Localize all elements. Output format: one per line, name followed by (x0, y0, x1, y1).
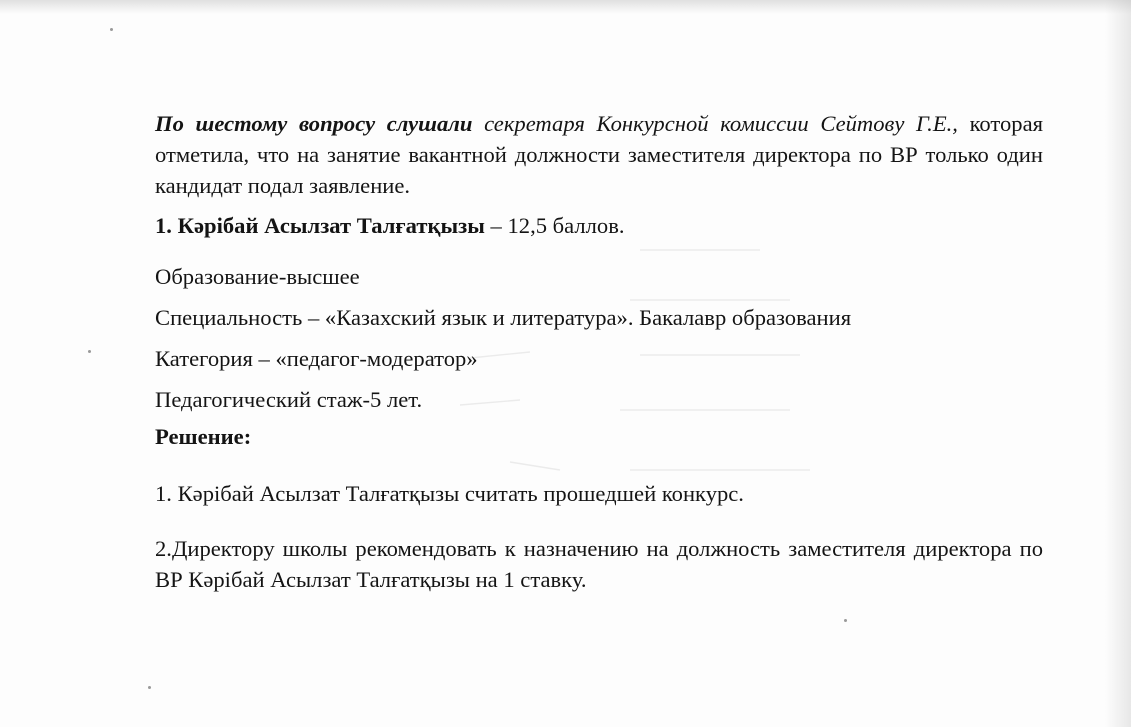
scan-speck (88, 350, 91, 353)
experience-line: Педагогический стаж-5 лет. (155, 387, 423, 412)
paragraph-remainder: которая отметила, что на занятие вакантной должности заместителя директора по ВР только один кандидат подал заявление. (155, 111, 1043, 198)
specialty-line: Специальность – «Казахский язык и литература». Бакалавр образования (155, 305, 852, 330)
scan-speck (110, 28, 113, 31)
candidate-name: 1. Кәрібай Асылзат Талғатқызы (155, 213, 485, 238)
speaker-reference: секретаря Конкурсной комиссии Сейтову Г.Е., (484, 111, 958, 136)
document-body (155, 108, 1043, 595)
scan-speck (844, 619, 847, 622)
candidate-score: – 12,5 баллов. (490, 213, 625, 238)
candidate-line (155, 210, 1043, 241)
decision-heading: Решение: (155, 424, 252, 449)
decision-item-1: 1. Кәрібай Асылзат Талғатқызы считать прошедшей конкурс. (155, 481, 744, 506)
scan-speck (148, 686, 151, 689)
paragraph-sixth-question (155, 108, 1043, 201)
decision-item-2: 2.Директору школы рекомендовать к назначению на должность заместителя директора по ВР Кәрібай Асылзат Талғатқызы на 1 ставку. (155, 536, 1043, 592)
lead-phrase: По шестому вопросу слушали (155, 111, 473, 136)
education-line: Образование-высшее (155, 264, 360, 289)
category-line: Категория – «педагог-модератор» (155, 346, 478, 371)
